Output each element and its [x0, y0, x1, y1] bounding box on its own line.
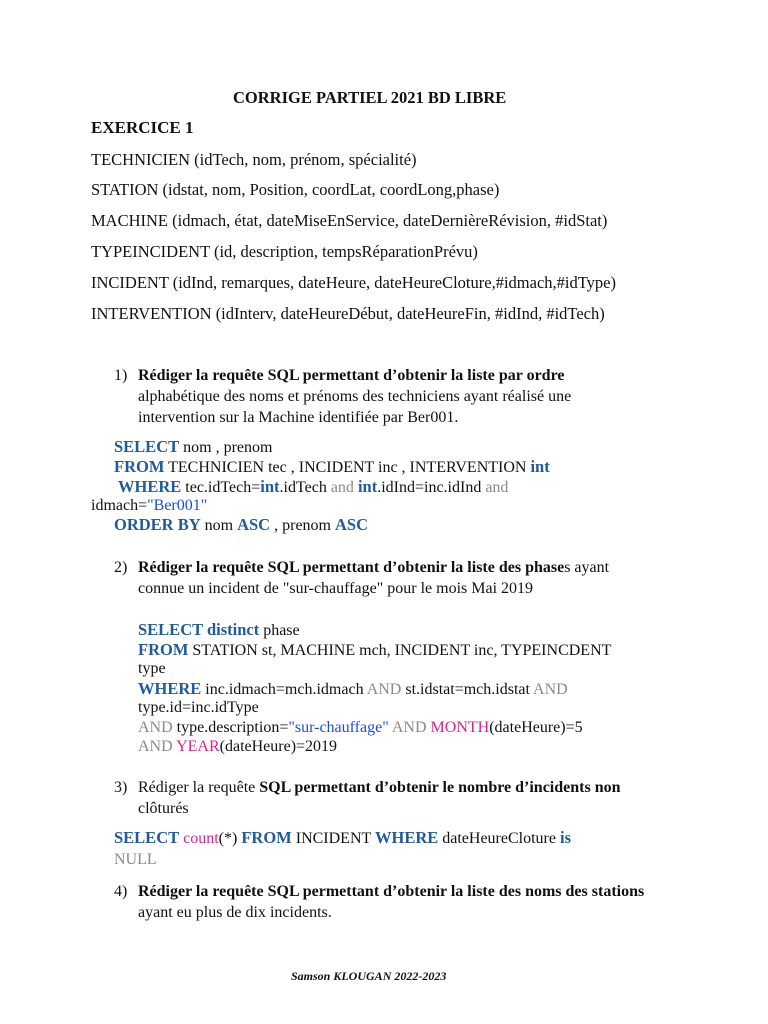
sql-keyword: SELECT distinct: [138, 620, 260, 639]
question-1-number: 1): [114, 367, 128, 384]
sql-text: STATION st, MACHINE mch, INCIDENT inc, TYPEINCDENT: [188, 642, 612, 659]
schema-line: INTERVENTION (idInterv, dateHeureDébut, dateHeureFin, #idInd, #idTech): [91, 304, 605, 323]
sql-keyword: WHERE: [138, 679, 202, 698]
sql-keyword: WHERE: [118, 477, 182, 496]
sql-operator: AND: [391, 719, 427, 736]
sql-keyword: FROM: [114, 457, 165, 476]
question-1-text: intervention sur la Machine identifiée par Ber001.: [138, 409, 459, 426]
sql-text: (dateHeure)=5: [489, 719, 583, 736]
sql-text: .idTech: [279, 479, 331, 496]
sql-string: "Ber001": [147, 497, 208, 514]
document-title: CORRIGE PARTIEL 2021 BD LIBRE: [233, 88, 507, 107]
schema-line: TECHNICIEN (idTech, nom, prénom, spécialité): [91, 150, 417, 169]
schema-line: TYPEINCIDENT (id, description, tempsRéparationPrévu): [91, 242, 478, 261]
question-3-text: Rédiger la requête: [138, 779, 260, 796]
sql-function: YEAR: [176, 738, 220, 755]
schema-line: MACHINE (idmach, état, dateMiseEnService, dateDernièreRévision, #idStat): [91, 211, 608, 230]
schema-line: STATION (idstat, nom, Position, coordLat, coordLong,phase): [91, 180, 500, 199]
sql-operator: AND: [366, 681, 402, 698]
question-2-number: 2): [114, 559, 128, 576]
question-4-text: ayant eu plus de dix incidents.: [138, 904, 332, 921]
sql-text: nom , prenom: [179, 439, 273, 456]
sql-text: type: [138, 660, 166, 677]
sql-operator: AND: [533, 681, 568, 698]
sql-text: dateHeureCloture: [438, 830, 560, 847]
sql-string: "sur-chauffage": [288, 719, 389, 736]
sql-text: inc.idmach=mch.idmach: [201, 681, 367, 698]
sql-operator: and: [330, 479, 354, 496]
sql-text: type.id=inc.idType: [138, 699, 259, 716]
sql-function: MONTH: [430, 719, 490, 736]
sql-keyword: int: [260, 477, 280, 496]
sql-keyword: is: [559, 828, 571, 847]
schema-line: INCIDENT (idInd, remarques, dateHeure, dateHeureCloture,#idmach,#idType): [91, 273, 616, 292]
sql-function: count: [183, 830, 219, 847]
question-4-text: Rédiger la requête SQL permettant d’obtenir la liste des noms des stations: [138, 883, 645, 900]
question-2-text: s ayant: [564, 559, 610, 576]
sql-keyword: int: [530, 457, 550, 476]
sql-text: st.idstat=mch.idstat: [401, 681, 534, 698]
footer-author: Samson KLOUGAN 2022-2023: [291, 969, 447, 983]
sql-text: type.description=: [172, 719, 289, 736]
question-4-number: 4): [114, 883, 128, 900]
exercise-heading: EXERCICE 1: [91, 118, 194, 137]
sql-keyword: ORDER BY: [114, 515, 201, 534]
sql-text: idmach=: [91, 497, 148, 514]
sql-text: TECHNICIEN tec , INCIDENT inc , INTERVENTION: [164, 459, 531, 476]
question-1-text: Rédiger la requête SQL permettant d’obtenir la liste par ordre: [138, 367, 565, 384]
question-3-text: clôturés: [138, 800, 189, 817]
sql-keyword: FROM: [241, 828, 292, 847]
question-1-text: alphabétique des noms et prénoms des techniciens ayant réalisé une: [138, 388, 572, 405]
question-2-text: Rédiger la requête SQL permettant d’obtenir la liste des phase: [138, 559, 565, 576]
question-2-text: connue un incident de "sur-chauffage" pour le mois Mai 2019: [138, 580, 534, 597]
sql-keyword: SELECT: [114, 828, 180, 847]
sql-keyword: ASC: [334, 515, 368, 534]
sql-text: INCIDENT: [291, 830, 375, 847]
sql-text: (dateHeure)=2019: [219, 738, 338, 755]
question-3-number: 3): [114, 779, 128, 796]
sql-null: NULL: [114, 851, 157, 868]
sql-operator: AND: [138, 719, 173, 736]
sql-text: .idInd=inc.idInd: [377, 479, 486, 496]
sql-operator: AND: [138, 738, 173, 755]
sql-text: , prenom: [270, 517, 335, 534]
sql-keyword: int: [357, 477, 378, 496]
sql-text: tec.idTech=: [181, 479, 261, 496]
sql-keyword: WHERE: [374, 828, 439, 847]
sql-keyword: FROM: [138, 640, 189, 659]
sql-keyword: SELECT: [114, 437, 180, 456]
question-3-text: SQL permettant d’obtenir le nombre d’incidents non: [259, 779, 621, 796]
sql-text: nom: [200, 517, 238, 534]
sql-keyword: ASC: [237, 515, 271, 534]
sql-text: phase: [259, 622, 300, 639]
sql-operator: and: [485, 479, 509, 496]
sql-text: (*): [218, 830, 242, 847]
